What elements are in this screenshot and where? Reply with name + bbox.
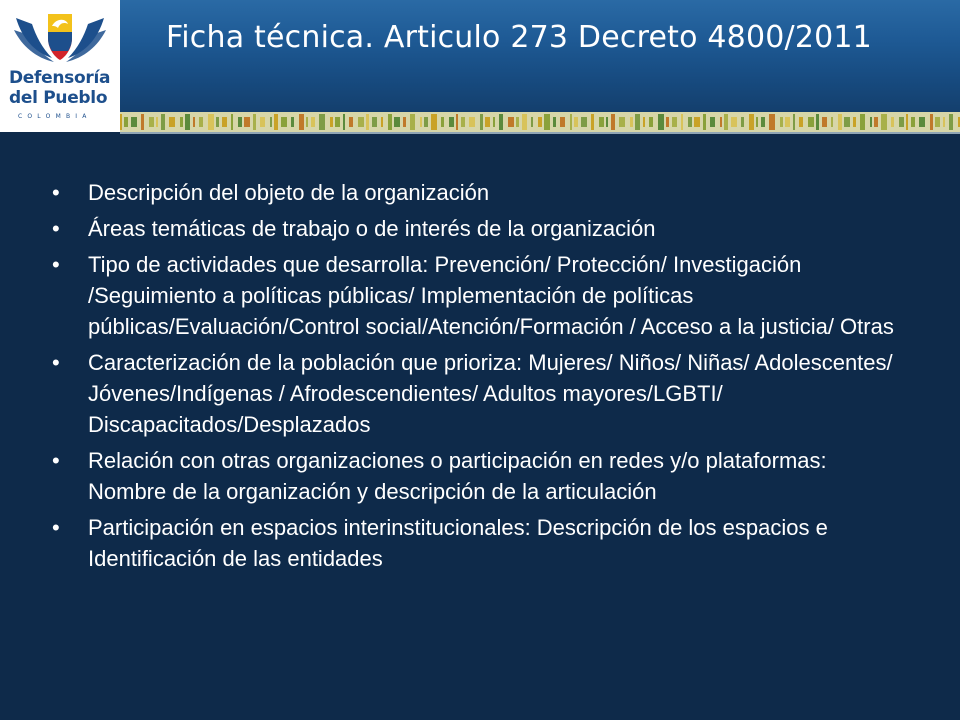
stripe-segment — [149, 117, 154, 127]
stripe-segment — [538, 117, 542, 127]
stripe-segment — [749, 114, 754, 130]
stripe-segment — [544, 114, 550, 130]
stripe-segment — [403, 117, 406, 127]
stripe-segment — [643, 117, 645, 127]
stripe-segment — [441, 117, 444, 127]
list-item — [50, 177, 910, 208]
stripe-segment — [822, 117, 827, 127]
stripe-segment — [591, 114, 594, 130]
stripe-segment — [838, 114, 842, 130]
stripe-segment — [860, 114, 865, 130]
list-item-text: Tipo de actividades que desarrolla: Prevención/ Protección/ Investigación /Seguimiento a políticas públicas/ Implementación de políticas públicas/Evaluación/Control social/Atención/Formación / Acceso a la justicia/ Otras — [88, 252, 894, 339]
stripe-segment — [949, 114, 953, 130]
stripe-segment — [319, 114, 325, 130]
stripe-segment — [208, 114, 214, 130]
stripe-segment — [756, 117, 758, 127]
stripe-segment — [238, 117, 242, 127]
stripe-segment — [553, 117, 556, 127]
stripe-segment — [919, 117, 925, 127]
stripe-segment — [216, 117, 219, 127]
stripe-segment — [343, 114, 345, 130]
stripe-segment — [493, 117, 495, 127]
stripe-segment — [222, 117, 227, 127]
stripe-segment — [461, 117, 465, 127]
stripe-segment — [410, 114, 415, 130]
stripe-segment — [330, 117, 333, 127]
stripe-segment — [199, 117, 203, 127]
stripe-segment — [431, 114, 437, 130]
stripe-segment — [394, 117, 400, 127]
stripe-segment — [560, 117, 565, 127]
list-item-text: Áreas temáticas de trabajo o de interés de la organización — [88, 216, 656, 241]
stripe-segment — [508, 117, 514, 127]
logo-line-2: del Pueblo — [9, 88, 108, 108]
stripe-segment — [720, 117, 722, 127]
list-item — [50, 249, 910, 342]
list-item-text: Participación en espacios interinstitucionales: Descripción de los espacios e Identificación de las entidades — [88, 515, 828, 571]
stripe-segment — [516, 117, 519, 127]
bullet-icon: • — [52, 448, 60, 473]
stripe-segment — [688, 117, 692, 127]
stripe-segment — [769, 114, 775, 130]
stripe-segment — [335, 117, 340, 127]
list-item-text: Caracterización de la población que prioriza: Mujeres/ Niños/ Niñas/ Adolescentes/ Jóvenes/Indígenas / Afrodescendientes/ Adultos mayores/LGBTI/ Discapacitados/Desplazados — [88, 350, 893, 437]
list-item — [50, 512, 910, 574]
stripe-segment — [381, 117, 383, 127]
stripe-segment — [853, 117, 856, 127]
stripe-segment — [710, 117, 715, 127]
stripe-segment — [311, 117, 315, 127]
list-item — [50, 445, 910, 507]
list-item — [50, 347, 910, 440]
stripe-segment — [619, 117, 625, 127]
stripe-segment — [911, 117, 915, 127]
stripe-segment — [420, 117, 422, 127]
stripe-segment — [531, 117, 533, 127]
stripe-segment — [899, 117, 904, 127]
stripe-segment — [193, 117, 195, 127]
bullet-icon: • — [52, 180, 60, 205]
stripe-segment — [244, 117, 250, 127]
stripe-segment — [574, 117, 578, 127]
header-bar — [0, 0, 960, 112]
stripe-segment — [480, 114, 483, 130]
stripe-segment — [935, 117, 940, 127]
stripe-segment — [281, 117, 287, 127]
stripe-segment — [672, 117, 677, 127]
stripe-segment — [253, 114, 256, 130]
bullet-icon: • — [52, 216, 60, 241]
list-item — [50, 213, 910, 244]
list-item-text: Descripción del objeto de la organización — [88, 180, 490, 205]
divider — [120, 132, 960, 134]
stripe-segment — [724, 114, 728, 130]
stripe-segment — [424, 117, 428, 127]
stripe-segment — [372, 117, 377, 127]
stripe-segment — [844, 117, 850, 127]
stripe-segment — [694, 117, 700, 127]
logo-line-1: Defensoría — [9, 68, 111, 88]
stripe-segment — [930, 114, 933, 130]
bullet-icon: • — [52, 252, 60, 277]
stripe-segment — [741, 117, 744, 127]
dove-shield-icon — [12, 8, 108, 70]
stripe-segment — [681, 114, 683, 130]
logo — [0, 0, 120, 132]
logo-country: COLOMBIA — [18, 113, 92, 120]
stripe-segment — [366, 114, 369, 130]
stripe-segment — [270, 117, 272, 127]
stripe-segment — [180, 117, 183, 127]
stripe-segment — [874, 117, 878, 127]
stripe-segment — [231, 114, 233, 130]
page-title: Ficha técnica. Articulo 273 Decreto 4800/2011 — [166, 20, 872, 55]
stripe-segment — [611, 114, 615, 130]
stripe-segment — [469, 117, 475, 127]
stripe-segment — [120, 114, 122, 130]
stripe-segment — [485, 117, 490, 127]
stripe-segment — [881, 114, 887, 130]
stripe-segment — [870, 117, 872, 127]
stripe-segment — [731, 117, 737, 127]
stripe-segment — [260, 117, 265, 127]
stripe-segment — [831, 117, 833, 127]
stripe-segment — [658, 114, 664, 130]
stripe-segment — [570, 114, 572, 130]
stripe-segment — [943, 117, 945, 127]
stripe-segment — [906, 114, 908, 130]
bullet-icon: • — [52, 350, 60, 375]
stripe-segment — [306, 117, 308, 127]
stripe-segment — [456, 114, 458, 130]
stripe-segment — [161, 114, 165, 130]
stripe-segment — [185, 114, 190, 130]
list-item-text: Relación con otras organizaciones o participación en redes y/o plataformas: Nombre de la organización y descripción de la articulación — [88, 448, 827, 504]
stripe-segment — [349, 117, 353, 127]
stripe-segment — [141, 114, 144, 130]
stripe-segment — [581, 117, 587, 127]
stripe-segment — [606, 117, 608, 127]
stripe-segment — [891, 117, 894, 127]
stripe-segment — [124, 117, 128, 127]
stripe-segment — [761, 117, 765, 127]
content-area — [50, 177, 910, 579]
stripe-segment — [816, 114, 819, 130]
stripe-segment — [131, 117, 137, 127]
stripe-segment — [358, 117, 364, 127]
stripe-segment — [635, 114, 640, 130]
stripe-segment — [274, 114, 278, 130]
stripe-segment — [799, 117, 803, 127]
stripe-segment — [630, 117, 633, 127]
stripe-segment — [793, 114, 795, 130]
stripe-segment — [156, 117, 158, 127]
stripe-segment — [169, 117, 175, 127]
stripe-segment — [808, 117, 814, 127]
stripe-segment — [666, 117, 669, 127]
decorative-stripe — [120, 112, 960, 132]
stripe-segment — [780, 117, 783, 127]
stripe-segment — [388, 114, 392, 130]
bullet-icon: • — [52, 515, 60, 540]
stripe-segment — [299, 114, 304, 130]
stripe-segment — [649, 117, 653, 127]
stripe-segment — [291, 117, 294, 127]
stripe-segment — [703, 114, 706, 130]
bullet-list — [50, 177, 910, 574]
stripe-segment — [449, 117, 454, 127]
stripe-segment — [522, 114, 527, 130]
stripe-segment — [599, 117, 604, 127]
stripe-segment — [785, 117, 790, 127]
stripe-segment — [499, 114, 503, 130]
